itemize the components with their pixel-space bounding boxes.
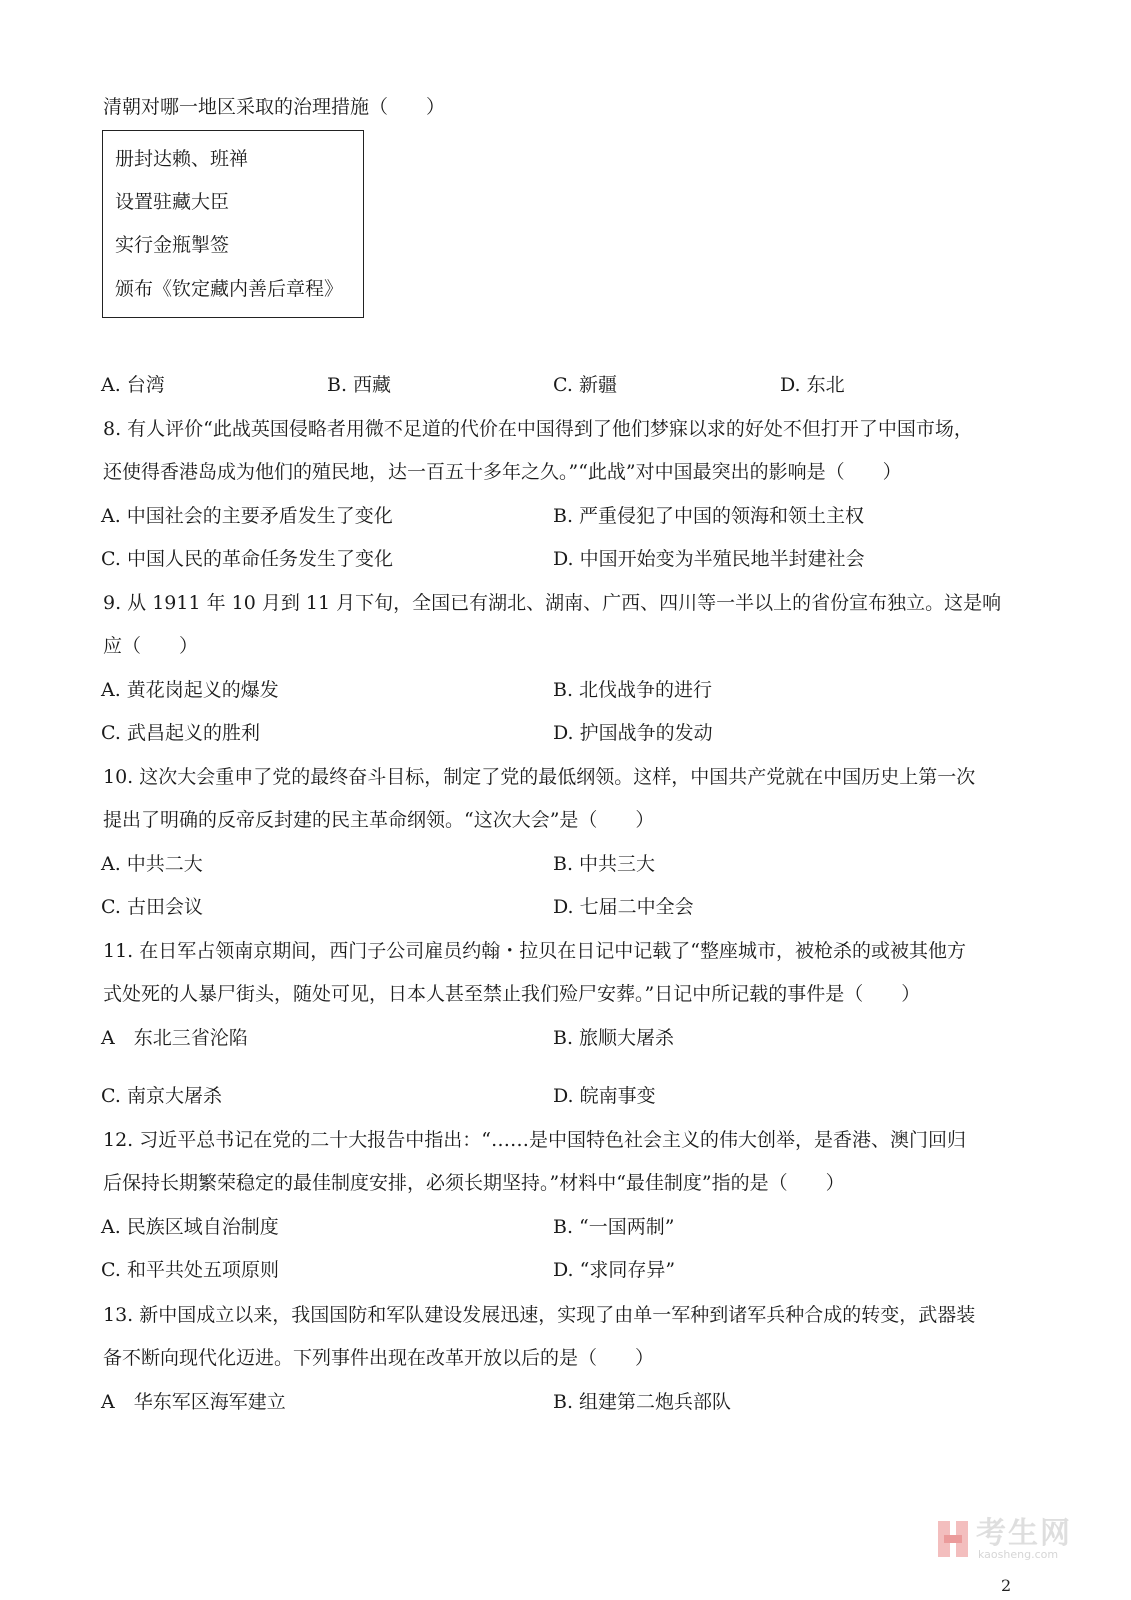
q9-stem-line: 9. 从 1911 年 10 月到 11 月下旬，全国已有湖北、湖南、广西、四川等一半以上的省份宣布独立。这是响	[103, 592, 1002, 614]
q13-option-b: B. 组建第二炮兵部队	[553, 1391, 732, 1413]
q8-stem-line: 还使得香港岛成为他们的殖民地，达一百五十多年之久。”“此战”对中国最突出的影响是（ ）	[103, 461, 902, 483]
q13-option-a: A 华东军区海军建立	[101, 1391, 286, 1413]
q8-option-b: B. 严重侵犯了中国的领海和领土主权	[553, 505, 865, 527]
watermark	[936, 1512, 1101, 1566]
watermark-en: kaosheng.com	[978, 1547, 1059, 1561]
q12-option-c: C. 和平共处五项原则	[101, 1259, 279, 1281]
q9-option-b: B. 北伐战争的进行	[553, 679, 713, 701]
watermark-cn: 考生网	[976, 1515, 1072, 1551]
q11-option-d: D. 皖南事变	[553, 1085, 656, 1107]
q8-stem-line: 8. 有人评价“此战英国侵略者用微不足道的代价在中国得到了他们梦寐以求的好处不但打开了中国市场，	[103, 418, 973, 440]
q10-option-a: A. 中共二大	[101, 853, 203, 875]
q10-stem-line: 提出了明确的反帝反封建的民主革命纲领。“这次大会”是（ ）	[103, 809, 655, 831]
q7-option-b: B. 西藏	[327, 374, 392, 396]
q12-option-b: B. “一国两制”	[553, 1216, 675, 1238]
q7-option-c: C. 新疆	[553, 374, 617, 396]
q11-option-b: B. 旅顺大屠杀	[553, 1027, 675, 1049]
q8-option-d: D. 中国开始变为半殖民地半封建社会	[553, 548, 865, 570]
q7-option-a: A. 台湾	[101, 374, 165, 396]
q7-box-line: 颁布《钦定藏内善后章程》	[115, 278, 344, 300]
kaosheng-logo-icon	[936, 1519, 970, 1559]
q7-box-line: 实行金瓶掣签	[115, 234, 230, 256]
q7-box-line: 册封达赖、班禅	[115, 148, 249, 170]
q11-stem-line: 11. 在日军占领南京期间，西门子公司雇员约翰・拉贝在日记中记载了“整座城市，被枪杀的或被其他方	[103, 940, 966, 962]
q11-option-c: C. 南京大屠杀	[101, 1085, 222, 1107]
q7-box-line: 设置驻藏大臣	[115, 191, 230, 213]
q9-option-c: C. 武昌起义的胜利	[101, 722, 260, 744]
q12-option-d: D. “求同存异”	[553, 1259, 676, 1281]
q12-stem-line: 12. 习近平总书记在党的二十大报告中指出：“……是中国特色社会主义的伟大创举，是香港、澳门回归	[103, 1129, 966, 1151]
q7-stem: 清朝对哪一地区采取的治理措施（ ）	[103, 96, 446, 118]
q10-option-d: D. 七届二中全会	[553, 896, 694, 918]
q9-option-d: D. 护国战争的发动	[553, 722, 713, 744]
q7-option-d: D. 东北	[780, 374, 845, 396]
q12-option-a: A. 民族区域自治制度	[101, 1216, 279, 1238]
q10-option-b: B. 中共三大	[553, 853, 656, 875]
q8-option-c: C. 中国人民的革命任务发生了变化	[101, 548, 393, 570]
q10-stem-line: 10. 这次大会重申了党的最终奋斗目标，制定了党的最低纲领。这样，中国共产党就在中国历史上第一次	[103, 766, 976, 788]
page-number: 2	[1001, 1576, 1012, 1595]
q10-option-c: C. 古田会议	[101, 896, 203, 918]
q13-stem-line: 13. 新中国成立以来，我国国防和军队建设发展迅速，实现了由单一军种到诸军兵种合成的转变，武器装	[103, 1304, 976, 1326]
q9-stem-line: 应（ ）	[103, 635, 199, 657]
q9-option-a: A. 黄花岗起义的爆发	[101, 679, 279, 701]
q8-option-a: A. 中国社会的主要矛盾发生了变化	[101, 505, 393, 527]
q13-stem-line: 备不断向现代化迈进。下列事件出现在改革开放以后的是（ ）	[103, 1347, 655, 1369]
q7-material-box	[102, 130, 364, 318]
q11-stem-line: 式处死的人暴尸街头，随处可见，日本人甚至禁止我们殓尸安葬。”日记中所记载的事件是（ ）	[103, 983, 921, 1005]
q11-option-a: A 东北三省沦陷	[101, 1027, 248, 1049]
q12-stem-line: 后保持长期繁荣稳定的最佳制度安排，必须长期坚持。”材料中“最佳制度”指的是（ ）	[103, 1172, 845, 1194]
